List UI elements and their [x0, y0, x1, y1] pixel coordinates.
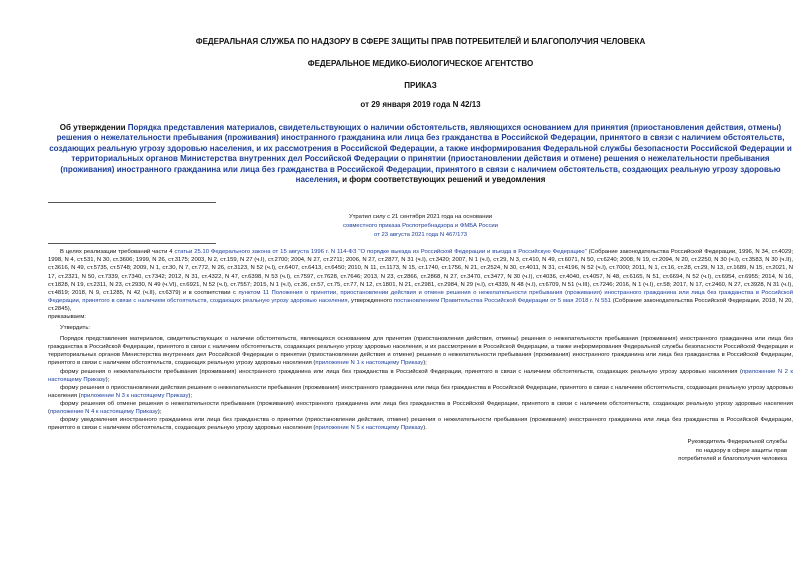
- appendix-5-link[interactable]: приложение N 5 к настоящему Приказу: [315, 425, 424, 432]
- annotation-link-2[interactable]: от 23 августа 2021 года N 467/173: [373, 231, 468, 238]
- preamble-citation: (Собрание законодательства Российской Федерации, 2018, N 20, ст.2845),: [48, 297, 794, 312]
- preamble-text: , утвержденного: [347, 297, 394, 304]
- preamble-text: В целях реализации требований части 4: [60, 249, 175, 256]
- divider-bottom: [48, 243, 216, 244]
- appendix-2-link[interactable]: приложение N 2 к настоящему Приказу: [48, 368, 793, 383]
- regulation-point-link[interactable]: пунктом 11 Положения о принятии, приостановлении действия и отмене решения о нежелательности пребывания (проживания) иностранного гражданина или лица без гражданства в Российской Федерации, принятого в связи с наличием обстоятельств, создающих реальную угрозу здоровью населения: [48, 289, 793, 304]
- title-prefix: Об утверждении: [59, 123, 128, 132]
- signatory-line: Руководитель Федеральной службы: [687, 439, 787, 446]
- annotation-text: Утратил силу с 21 сентября 2021 года на основании: [348, 214, 493, 221]
- appendix-1-link[interactable]: приложение N 1 к настоящему Приказу: [315, 360, 424, 367]
- list-item: форму решения об отмене решения о нежелательности пребывания (проживания) иностранного гражданина или лица без гражданства в Российской Федерации, принятого в связи с наличием обстоятельств, создающих реальную угрозу здоровью населения (приложение N 4 к настоящему Приказу);: [48, 400, 793, 415]
- signature-block: [48, 438, 793, 463]
- list-item: форму уведомления иностранного гражданина или лица без гражданства о принятии (приостановлении действия, отмене) решения о нежелательности пребывания (проживания) иностранного гражданина или лица без гражданства в Российской Федерации, принятого в связи с наличием обстоятельств, создающих реальную угрозу здоровью населения (приложение N 5 к настоящему Приказу).: [48, 417, 793, 432]
- appendix-3-link[interactable]: приложение N 3 к настоящему Приказу: [80, 392, 189, 399]
- title-suffix: , и форм соответствующих решений и уведомления: [337, 175, 546, 185]
- appendix-4-link[interactable]: приложение N 4 к настоящему Приказу: [49, 409, 158, 415]
- preamble-citation: (Собрание законодательства Российской Федерации, 1996, N 34, ст.4029; 1998, N 4, ст.531, N 30, ст.3606; 1999, N 26, ст.3175; 2003, N 2, ст.159, N 27 (ч.I), ст.2700; 2004, N 27, ст.2711; 2006, N 27, ст.2877, N 31 (ч.I), ст.3420; 2007, N 1 (ч.I), ст.29, N 3, ст.410, N 49, ст.6071, N 50, ст.6240; 2008, N 19, ст.2094, N 20, ст.2250, N 30 (ч.I), ст.3583, N 30 (ч.II), ст.3616, N 49, ст.5735, ст.5748; 2009, N 1, ст.30, N 7, ст.772, N 26, ст.3123, N 52 (ч.I), ст.6407, ст.6413, ст.6450; 2010, N 11, ст.1173, N 15, ст.1740, ст.1756, N 21, ст.2524, N 30, ст.4011, N 31, ст.4196, N 52 (ч.I), ст.7000; 2011, N 1, ст.16, ст.28, ст.29, N 13, ст.1689, N 15, ст.2021, N 17, ст.2321, N 50, ст.7339, ст.7340, ст.7342; 2012, N 31, ст.4322, N 47, ст.6398, N 53 (ч.I), ст.7597, ст.7628, ст.7646; 2013, N 23, ст.2866, ст.2868, N 27, ст.3470, ст.3477, N 30 (ч.I), ст.4036, ст.4040, ст.4057, N 48, ст.6165, N 51, ст.6694, N 52 (ч.I), ст.6954, ст.6955; 2014, N 16, ст.1828, N 19, ст.2311, N 23, ст.2930, N 49 (ч.VI), ст.6921, N 52 (ч.I), ст.7557; 2015, N 1 (ч.I), ст.36, ст.57, ст.75, ст.77, N 12, ст.1801, N 21, ст.2981, ст.2984, N 29 (ч.I), ст.4339, N 48 (ч.I), ст.6709, N 51 (ч.III), ст.7246; 2016, N 1 (ч.I), ст.58; 2017, N 17, ст.2460, N 27, ст.3928, N 31 (ч.I), ст.4819; 2018, N 9, ст.1285, N 42 (ч.II), ст.6379) и в соответствии с: [48, 249, 794, 296]
- document-body: [48, 248, 793, 432]
- expiry-annotation: [48, 213, 793, 239]
- preamble-paragraph: [48, 248, 793, 313]
- signatory-line: по надзору в сфере защиты прав: [695, 447, 787, 454]
- doc-type: ПРИКАЗ: [404, 81, 437, 90]
- list-item: Порядок представления материалов, свидетельствующих о наличии обстоятельств, являющихся основанием для принятия (приостановления действия, отмены) решения о нежелательности пребывания (проживания) иностранного гражданина или лица без гражданства в Российской Федерации, принятого в связи с наличием обстоятельств, создающих реальную угрозу здоровью населения, и их рассмотрения в Российской Федерации, а также информирования Федеральной службы безопасности Российской Федерации и территориальных органов Министерства внутренних дел Российской Федерации о принятии (приостановлении действия и отмене) решения о нежелательности пребывания (проживания) иностранного гражданина или лица без гражданства в Российской Федерации, принятого в связи с наличием обстоятельств, создающих реальную угрозу здоровью населения (приложение N 1 к настоящему Приказу);: [48, 336, 793, 367]
- law-link[interactable]: статьи 25.10 Федерального закона от 15 августа 1996 г. N 114-ФЗ "О порядке выезда из Российской Федерации и въезда в Российскую Федерацию": [174, 249, 587, 256]
- list-item: форму решения о приостановлении действия решения о нежелательности пребывания (проживания) иностранного гражданина или лица без гражданства в Российской Федерации, принятого в связи с наличием обстоятельств, создающих реальную угрозу здоровью населения (приложение N 3 к настоящему Приказу);: [48, 384, 793, 399]
- issuer-agency: ФЕДЕРАЛЬНОЕ МЕДИКО-БИОЛОГИЧЕСКОЕ АГЕНТСТВО: [307, 59, 534, 68]
- list-item: форму решения о нежелательности пребывания (проживания) иностранного гражданина или лица без гражданства в Российской Федерации, принятого в связи с наличием обстоятельств, создающих реальную угрозу здоровью населения (приложение N 2 к настоящему Приказу);: [48, 368, 793, 383]
- divider-top: [48, 202, 216, 203]
- issuer-service: ФЕДЕРАЛЬНАЯ СЛУЖБА ПО НАДЗОРУ В СФЕРЕ ЗАЩИТЫ ПРАВ ПОТРЕБИТЕЛЕЙ И БЛАГОПОЛУЧИЯ ЧЕЛОВЕКА: [195, 37, 646, 46]
- doc-date-number: от 29 января 2019 года N 42/13: [360, 100, 481, 109]
- order-phrase: приказываем:: [48, 313, 86, 320]
- government-decree-link[interactable]: постановлением Правительства Российской Федерации от 5 мая 2018 г. N 551: [393, 297, 611, 304]
- signatory-line: потребителей и благополучия человека: [678, 456, 787, 463]
- doc-title: [48, 123, 793, 185]
- approve-heading: Утвердить:: [60, 325, 91, 332]
- annotation-link[interactable]: совместного приказа Роспотребнадзора и ФМБА России: [343, 223, 498, 230]
- title-procedure-link[interactable]: Порядка представления материалов, свидетельствующих о наличии обстоятельств, являющихся основанием для принятия (приостановления действия, отмены) решения о нежелательности пребывания (проживания) иностранного гражданина или лица без гражданства в Российской Федерации, принятого в связи с наличием обстоятельств, создающих реальную угрозу здоровью населения, и их рассмотрения в Российской Федерации, а также информирования Федеральной службы безопасности Российской Федерации и территориальных органов Министерства внутренних дел Российской Федерации о принятии (приостановлении действия и отмене) решения о нежелательности пребывания (проживания) иностранного гражданина или лица без гражданства в Российской Федерации, принятого в связи с наличием обстоятельств, создающих реальную угрозу здоровью населения: [49, 123, 792, 185]
